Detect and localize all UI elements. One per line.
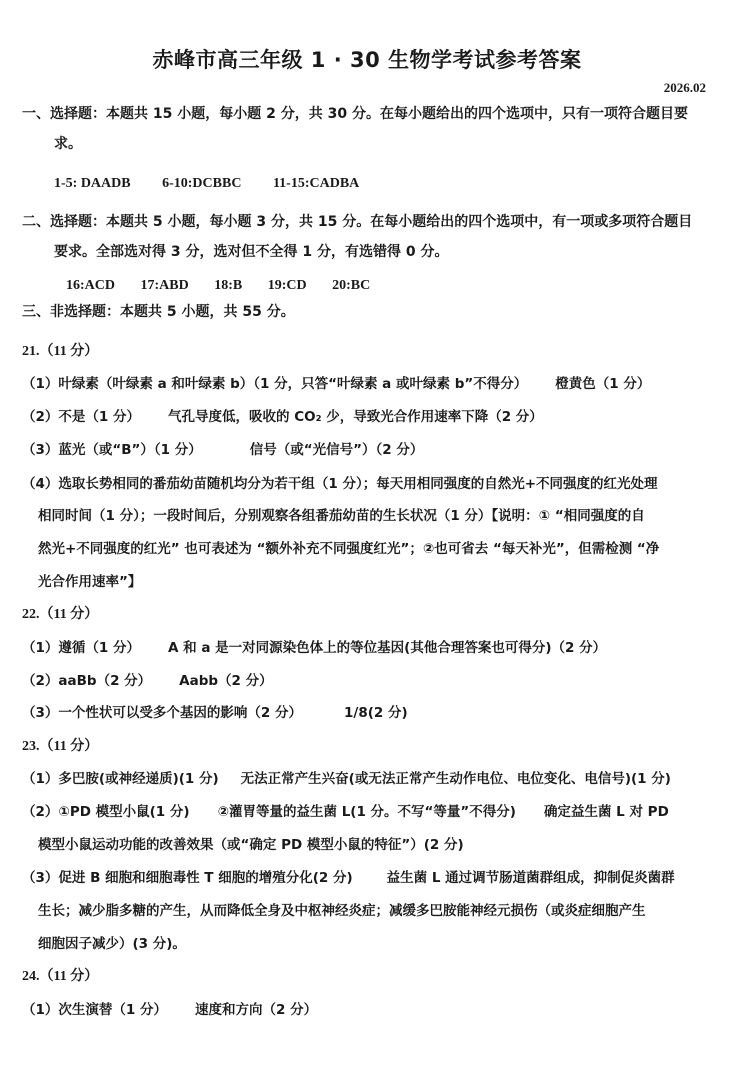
answer-group: 16:ACD (66, 278, 115, 293)
answer-group: 11-15:CADBA (272, 176, 360, 191)
q22-answer-2: （2）aaBb（2 分） Aabb（2 分） (22, 673, 273, 689)
q21-answer-3: （3）蓝光（或“B”）（1 分） 信号（或“光信号”）（2 分） (22, 442, 424, 458)
q21-answer-4-line2: 相同时间（1 分）；一段时间后，分别观察各组番茄幼苗的生长状况（1 分）【说明：① “相同强度的自 (38, 508, 645, 524)
q21-answer-4-line4: 光合作用速率”】 (38, 574, 142, 590)
q21-answer-2: （2）不是（1 分） 气孔导度低，吸收的 CO₂ 少，导致光合作用速率下降（2 分） (22, 409, 543, 425)
section1-instruction-cont: 求。 (54, 136, 82, 152)
q22-answer-1: （1）遵循（1 分） A 和 a 是一对同源染色体上的等位基因(其他合理答案也可得分)（2 分） (22, 640, 607, 656)
q21-answer-1: （1）叶绿素（叶绿素 a 和叶绿素 b）（1 分，只答“叶绿素 a 或叶绿素 b”不得分） 橙黄色（1 分） (22, 376, 651, 392)
q23-answer-3: （3）促进 B 细胞和细胞毒性 T 细胞的增殖分化(2 分) 益生菌 L 通过调节肠道菌群组成，抑制促炎菌群 (22, 870, 675, 886)
q23-answer-2: （2）①PD 模型小鼠(1 分) ②灌胃等量的益生菌 L(1 分。不写“等量”不得分) 确定益生菌 L 对 PD (22, 804, 669, 820)
answer-group: 20:BC (332, 278, 371, 293)
q23-answer-2-line2: 模型小鼠运动功能的改善效果（或“确定 PD 模型小鼠的特征”）(2 分) (38, 837, 464, 853)
question-24-heading: 24.（11 分） (22, 969, 99, 984)
question-23-heading: 23.（11 分） (22, 739, 99, 754)
section2-instruction-cont: 要求。全部选对得 3 分，选对但不全得 1 分，有选错得 0 分。 (54, 244, 449, 260)
answer-group: 18:B (214, 278, 243, 293)
question-22-heading: 22.（11 分） (22, 607, 99, 622)
q22-answer-3: （3）一个性状可以受多个基因的影响（2 分） 1/8(2 分) (22, 705, 408, 721)
section3-instruction: 三、非选择题：本题共 5 小题，共 55 分。 (22, 304, 295, 320)
section1-answers (54, 176, 387, 192)
answer-group: 19:CD (267, 278, 307, 293)
page-title: 赤峰市高三年级 1 · 30 生物学考试参考答案 (152, 48, 582, 72)
answer-group: 1-5: DAADB (54, 176, 131, 191)
question-21-heading: 21.（11 分） (22, 344, 99, 359)
q23-answer-1: （1）多巴胺(或神经递质)(1 分) 无法正常产生兴奋(或无法正常产生动作电位、电位变化、电信号)(1 分) (22, 771, 671, 787)
q23-answer-3-line2: 生长；减少脂多糖的产生，从而降低全身及中枢神经炎症；减缓多巴胺能神经元损伤（或炎症细胞产生 (38, 903, 646, 919)
exam-date: 2026.02 (663, 80, 706, 95)
answer-group: 6-10:DCBBC (162, 176, 242, 191)
q21-answer-4: （4）选取长势相同的番茄幼苗随机均分为若干组（1 分）；每天用相同强度的自然光+不同强度的红光处理 (22, 476, 658, 492)
section1-instruction: 一、选择题：本题共 15 小题，每小题 2 分，共 30 分。在每小题给出的四个选项中，只有一项符合题目要 (22, 106, 688, 122)
section2-answers (66, 278, 398, 294)
q23-answer-3-line3: 细胞因子减少）(3 分)。 (38, 936, 186, 952)
q21-answer-4-line3: 然光+不同强度的红光” 也可表述为 “额外补充不同强度红光”；②也可省去 “每天补光”，但需检测 “净 (38, 541, 660, 557)
q24-answer-1: （1）次生演替（1 分） 速度和方向（2 分） (22, 1002, 318, 1018)
section2-instruction: 二、选择题：本题共 5 小题，每小题 3 分，共 15 分。在每小题给出的四个选项中，有一项或多项符合题目 (22, 214, 693, 230)
answer-group: 17:ABD (140, 278, 189, 293)
